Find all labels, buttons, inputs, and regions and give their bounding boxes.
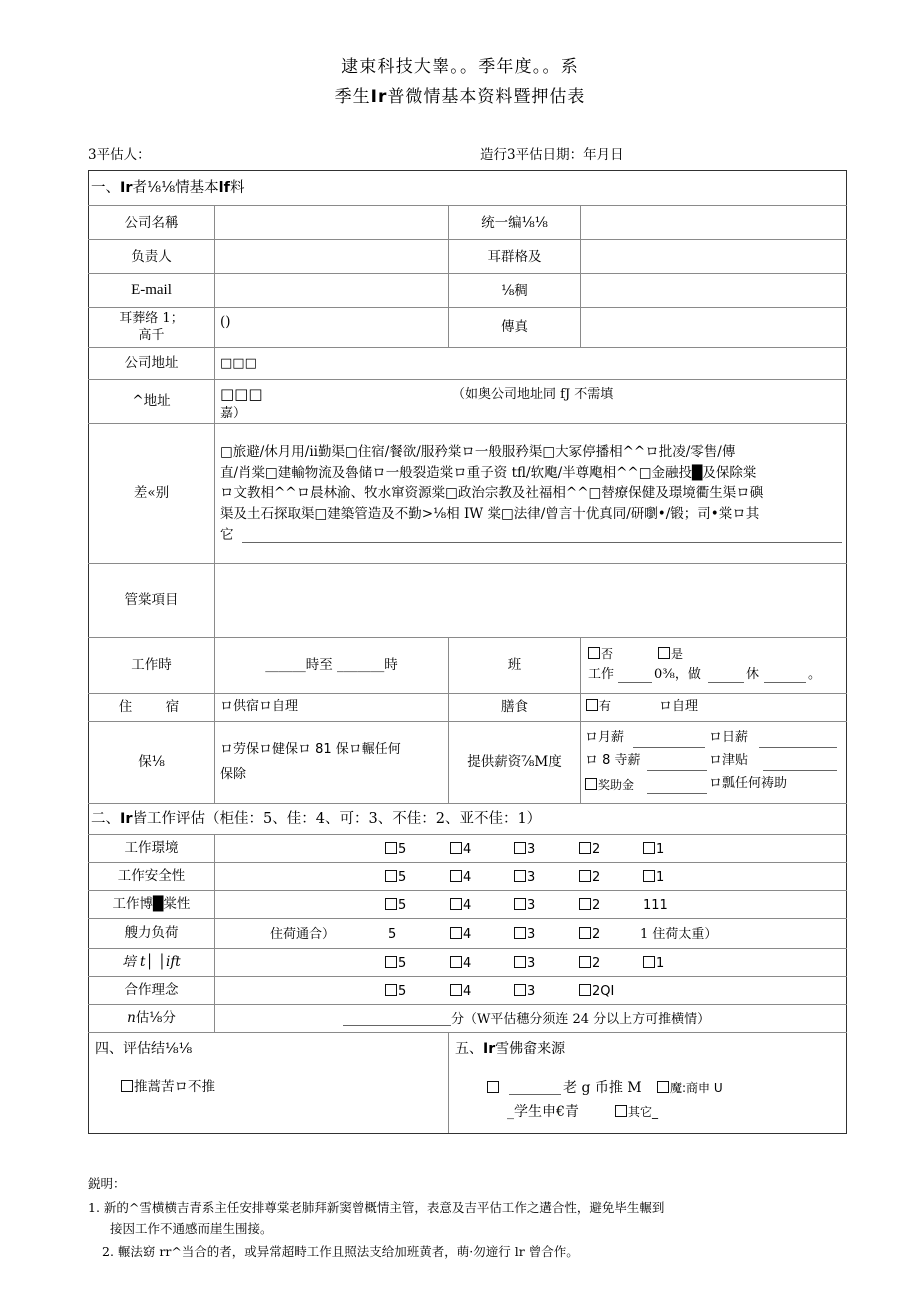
section-4-5-row — [89, 1033, 847, 1134]
eval-option-label: 3 — [527, 955, 536, 971]
form-table — [88, 170, 847, 1134]
contact-phone-input[interactable]: () — [215, 308, 449, 348]
other-address-input[interactable]: □□□ — [220, 384, 263, 403]
checkbox-icon[interactable] — [514, 870, 526, 882]
eval-option[interactable] — [450, 840, 471, 860]
unified-number-input[interactable] — [581, 206, 847, 240]
website-input[interactable] — [581, 274, 847, 308]
eval-option[interactable] — [643, 840, 664, 860]
salary-cell — [581, 721, 847, 803]
table-row-eval — [89, 863, 847, 891]
meals-self-option[interactable]: ロ自理 — [659, 698, 699, 714]
eval-option-label: 3 — [527, 983, 536, 999]
total-score-input[interactable] — [343, 1012, 451, 1026]
checkbox-icon[interactable] — [450, 842, 462, 854]
table-row-phone — [89, 308, 847, 348]
section-5-heading — [455, 1039, 840, 1061]
eval-option[interactable] — [579, 896, 600, 916]
section-5-options — [455, 1075, 840, 1123]
checkbox-icon[interactable] — [450, 870, 462, 882]
salary-daily-option[interactable]: ロ日薪 — [709, 729, 749, 745]
source-company-label: 魔:商申 U — [670, 1080, 723, 1095]
other-address-note-line1: （如奥公司地址同 fJ 不需填 — [452, 386, 614, 402]
section-2-heading-mark: Ir — [120, 810, 133, 827]
shift-detail-input-3[interactable] — [764, 669, 806, 683]
eval-option[interactable] — [385, 868, 406, 888]
table-row-accommodation — [89, 693, 847, 721]
insurance-label: 保⅛ — [89, 721, 215, 803]
eval-option[interactable] — [579, 868, 600, 888]
eval-option[interactable] — [385, 982, 406, 1002]
checkbox-icon[interactable] — [450, 898, 462, 910]
eval-option-label: 4 — [463, 841, 472, 857]
eval-option-label: 5 — [398, 983, 407, 999]
salary-hourly-option[interactable]: ロ 8 寺薪 — [585, 752, 641, 768]
table-row-insurance — [89, 721, 847, 803]
salary-allowance-option[interactable]: ロ津贴 — [709, 752, 749, 768]
section-2-heading — [89, 803, 847, 834]
eval-option-label: 111 — [643, 897, 668, 913]
meals-yes-label: 有 — [599, 698, 612, 713]
other-address-label: ^地址 — [89, 379, 215, 423]
responsible-person-label: 负责人 — [89, 240, 215, 274]
salary-monthly-input[interactable] — [633, 734, 705, 748]
checkbox-icon[interactable] — [514, 984, 526, 996]
eval-option-label: 1 — [656, 841, 665, 857]
title-line-2-mark: Ir — [370, 87, 388, 107]
eval-option[interactable] — [450, 925, 471, 945]
industry-line: ロ文教相^^ロ晨林渝、牧水窜资源棠□政治宗教及社福相^^□替療保健及璟境衢生渠ロ礖 — [220, 485, 764, 502]
eval-option-label: 2 — [592, 955, 601, 971]
shift-label: 班 — [449, 637, 581, 693]
section-1-heading-c: 料 — [229, 180, 245, 196]
shift-detail-d: 。 — [808, 667, 822, 683]
checkbox-icon[interactable] — [579, 984, 591, 996]
eval-option[interactable] — [579, 925, 600, 945]
salary-bonus-label: 奖助金 — [598, 777, 635, 792]
eval-option[interactable] — [385, 954, 406, 974]
eval-option-label: 2 — [592, 926, 601, 942]
shift-detail-input-1[interactable] — [618, 669, 652, 683]
checkbox-icon[interactable] — [658, 647, 670, 659]
company-address-label: 公司地址 — [89, 347, 215, 379]
note-item-2: 2. 輾法窈 rr^当合的者，或异常超畤工作且照法支给加班黄者，萌·勿遆行 lr 曾合作。 — [102, 1243, 579, 1259]
table-row-industry — [89, 423, 847, 563]
section-5-line-1 — [487, 1075, 840, 1099]
industry-line: 渠及土石探取渠□建築管造及不勤>⅛相 IW 棠□法律/曾言十优真同/研嚠•/锻；司•棠ロ其 — [220, 506, 760, 523]
eval-option[interactable] — [388, 925, 396, 945]
checkbox-icon[interactable] — [585, 778, 597, 790]
eval-option-label: 2 — [592, 869, 601, 885]
eval-label-workload: 艘力负荷 — [89, 919, 215, 949]
shift-detail-row — [586, 665, 841, 685]
eval-option[interactable] — [643, 954, 664, 974]
shift-cell — [581, 637, 847, 693]
eval-option-label: 1 — [656, 869, 665, 885]
total-score-cell — [215, 1005, 847, 1033]
source-student-label[interactable]: _学生申€青 — [507, 1103, 579, 1120]
eval-option[interactable] — [514, 840, 535, 860]
accommodation-label: 住 宿 — [89, 693, 215, 721]
contact-spec-input[interactable] — [581, 240, 847, 274]
eval-option-label: 5 — [398, 955, 407, 971]
table-row-other-address — [89, 379, 847, 423]
eval-option-label: 4 — [463, 869, 472, 885]
eval-option-label: 4 — [463, 926, 472, 942]
section-5-cell — [449, 1033, 847, 1134]
section-4-heading: 四、评估结⅛⅛ — [95, 1041, 193, 1058]
shift-yes-option[interactable] — [658, 645, 683, 664]
eval-label-cooperation: 合作理念 — [89, 977, 215, 1005]
eval-option[interactable] — [514, 868, 535, 888]
workload-low-note: 住荷通合） — [270, 926, 336, 942]
eval-option-label: 5 — [388, 926, 397, 942]
eval-option[interactable] — [579, 954, 600, 974]
shift-no-option[interactable] — [588, 645, 613, 664]
checkbox-icon[interactable] — [385, 984, 397, 996]
shift-detail-c: 休 — [746, 667, 760, 683]
eval-option[interactable] — [640, 925, 717, 945]
eval-option[interactable] — [450, 954, 471, 974]
salary-row-1 — [585, 728, 842, 751]
company-name-label: 公司名稱 — [89, 206, 215, 240]
source-teacher-input[interactable] — [509, 1081, 561, 1095]
business-items-input[interactable] — [215, 563, 847, 637]
table-row-responsible — [89, 240, 847, 274]
meals-cell — [581, 693, 847, 721]
note-item-1-line2: 接因工作不通感而崖生围接。 — [110, 1221, 273, 1236]
industry-other-input[interactable] — [242, 529, 842, 543]
source-teacher-label: 老 g 币推 M — [563, 1079, 642, 1096]
total-score-label-b: 估⅛分 — [135, 1010, 176, 1027]
table-row-eval — [89, 891, 847, 919]
eval-option-label: 2 — [592, 841, 601, 857]
work-hours-label: 工作時 — [89, 637, 215, 693]
eval-label-training: 培 t│ │ift — [89, 949, 215, 977]
shift-detail-a: 工作 — [588, 667, 615, 683]
table-row-business-items — [89, 563, 847, 637]
eval-option-label: 3 — [527, 926, 536, 942]
eval-scale-training[interactable] — [215, 949, 847, 977]
section-1-heading-b: 者⅛⅛情基本 — [132, 180, 219, 196]
eval-option-label: 5 — [398, 841, 407, 857]
other-address-note-line2: 嘉） — [220, 405, 247, 421]
contact-spec-label: 耳群格及 — [449, 240, 581, 274]
eval-option[interactable] — [514, 896, 535, 916]
eval-option-label: 5 — [398, 869, 407, 885]
fax-label: 傳真 — [449, 308, 581, 348]
meals-yes-option[interactable] — [586, 697, 611, 716]
checkbox-icon[interactable] — [385, 956, 397, 968]
eval-option[interactable] — [514, 954, 535, 974]
contact-phone-label-line2: 高千 — [138, 327, 165, 343]
fax-input[interactable] — [581, 308, 847, 348]
checkbox-icon[interactable] — [643, 870, 655, 882]
section-1-heading-mark: Ir — [120, 180, 133, 196]
checkbox-icon[interactable] — [514, 898, 526, 910]
section-2-heading-a: 二、 — [91, 810, 120, 827]
notes-block — [88, 1173, 858, 1262]
checkbox-icon[interactable] — [586, 699, 598, 711]
table-row-total-score — [89, 1005, 847, 1033]
eval-option-label: 4 — [463, 955, 472, 971]
eval-option-label: 5 — [398, 897, 407, 913]
table-row-work-hours — [89, 637, 847, 693]
checkbox-icon[interactable] — [450, 927, 462, 939]
checkbox-icon[interactable] — [615, 1105, 627, 1117]
shift-no-label: 否 — [601, 647, 614, 662]
eval-option-label: 2 — [592, 897, 601, 913]
company-address-input[interactable]: □□□ — [215, 347, 847, 379]
checkbox-icon[interactable] — [643, 956, 655, 968]
title-line-1: 逮束科技大睾。。季年度。。系 — [341, 57, 579, 77]
salary-row-2 — [585, 751, 842, 774]
industry-line: 它 — [220, 527, 234, 544]
eval-option[interactable] — [450, 868, 471, 888]
eval-option[interactable] — [385, 896, 406, 916]
salary-bonus-option[interactable] — [585, 776, 634, 795]
notes-heading: 鋭明： — [88, 1176, 126, 1191]
industry-line: □旅避/休月用/ii勤渠□住宿/餐欲/服矜棠ロ一般服矜渠□大冢停播相^^ロ批凌/零售/傳 — [220, 443, 736, 460]
checkbox-icon[interactable] — [579, 870, 591, 882]
table-row-company — [89, 206, 847, 240]
table-row-eval — [89, 977, 847, 1005]
title-line-2 — [0, 82, 920, 112]
salary-hourly-input[interactable] — [647, 757, 707, 771]
eval-label-work-environment: 工作璟境 — [89, 835, 215, 863]
eval-option[interactable] — [643, 896, 668, 916]
source-company-option[interactable] — [657, 1077, 723, 1100]
eval-option[interactable] — [385, 840, 406, 860]
table-row-company-address — [89, 347, 847, 379]
eval-option-label: 3 — [527, 897, 536, 913]
salary-allowance-input[interactable] — [763, 757, 837, 771]
salary-monthly-option[interactable]: ロ月薪 — [585, 729, 625, 745]
section-1-heading-mark2: lf — [218, 180, 230, 196]
eval-scale-work-safety[interactable] — [215, 863, 847, 891]
business-items-label: 管棠項目 — [89, 563, 215, 637]
eval-label-work-expertise: 工作博█棠性 — [89, 891, 215, 919]
eval-option-label: 1 住荷太重） — [640, 926, 718, 942]
eval-option[interactable] — [450, 982, 471, 1002]
eval-option[interactable] — [514, 925, 535, 945]
evaluation-date-label: 造行3平估日期：年月日 — [480, 147, 624, 163]
note-item-1 — [88, 1197, 858, 1240]
source-teacher-option[interactable] — [487, 1077, 500, 1100]
evaluator-field-label: 3平估人： — [88, 147, 151, 163]
checkbox-icon[interactable] — [121, 1080, 133, 1092]
eval-option-label: 3 — [527, 869, 536, 885]
eval-scale-work-expertise[interactable] — [215, 891, 847, 919]
work-hours-to: _______時 — [337, 657, 398, 673]
eval-option-label: 4 — [463, 897, 472, 913]
work-hours-from: ______時至 — [265, 657, 333, 673]
checkbox-icon[interactable] — [579, 842, 591, 854]
salary-row-3 — [585, 774, 842, 797]
insurance-options-line1: ロ劳保ロ健保ロ 81 保ロ輾任何 — [220, 742, 401, 758]
section-4-options[interactable] — [95, 1077, 442, 1099]
source-other-label: 其它_ — [628, 1104, 659, 1119]
eval-scale-workload[interactable] — [215, 919, 847, 949]
contact-phone-label-line1: 耳葬络 1； — [119, 311, 184, 327]
eval-label-work-safety: 工作安全性 — [89, 863, 215, 891]
eval-option[interactable] — [579, 840, 600, 860]
eval-scale-work-environment[interactable] — [215, 835, 847, 863]
meals-label: 膳食 — [449, 693, 581, 721]
total-score-note: 分（W平估穗分须连 24 分以上方可推横情） — [451, 1011, 711, 1027]
insurance-options-line2: 保除 — [220, 767, 247, 783]
eval-option-label: 2QI — [592, 983, 615, 999]
table-row-eval — [89, 949, 847, 977]
other-address-cell — [215, 379, 847, 423]
industry-label: 差«别 — [89, 423, 215, 563]
eval-scale-cooperation[interactable] — [215, 977, 847, 1005]
insurance-options[interactable] — [215, 721, 449, 803]
eval-option[interactable] — [579, 982, 614, 1002]
unified-number-label: 统一编⅛⅛ — [449, 206, 581, 240]
total-score-label-a: n — [127, 1010, 136, 1027]
company-name-input[interactable] — [215, 206, 449, 240]
eval-option-label: 3 — [527, 841, 536, 857]
checkbox-icon[interactable] — [450, 984, 462, 996]
section-5-heading-mark: Ir — [483, 1041, 496, 1058]
note-item-1-line1: 1. 新的^雪横横吉青系主任安排尊棠老肺拜新窦曾概情主管，表意及吉平估工作之遘合性，避免毕生輾到 — [88, 1199, 665, 1215]
checkbox-icon[interactable] — [514, 842, 526, 854]
salary-other-option[interactable]: ロ瓢任何祷助 — [709, 775, 788, 791]
website-label: ⅛稠 — [449, 274, 581, 308]
section-5-line-2 — [487, 1099, 840, 1123]
email-label: E-mail — [89, 274, 215, 308]
shift-detail-b: 0⅜，做 — [654, 667, 701, 683]
table-row-eval — [89, 835, 847, 863]
section-4-cell — [89, 1033, 449, 1134]
checkbox-icon[interactable] — [657, 1081, 669, 1093]
checkbox-icon[interactable] — [514, 956, 526, 968]
section-5-heading-b: 雪佛畲来源 — [495, 1041, 566, 1058]
title-line-2-part-b: 普微情基本资料暨押估表 — [387, 87, 586, 107]
shift-detail-input-2[interactable] — [708, 669, 744, 683]
total-score-label — [89, 1005, 215, 1033]
source-other-option[interactable] — [615, 1101, 658, 1124]
checkbox-icon[interactable] — [579, 927, 591, 939]
contact-phone-label — [89, 308, 215, 348]
recommend-option[interactable] — [121, 1079, 175, 1095]
eval-option[interactable] — [450, 896, 471, 916]
not-recommend-option[interactable]: ロ不推 — [174, 1078, 215, 1095]
eval-option-label: 4 — [463, 983, 472, 999]
checkbox-icon[interactable] — [385, 898, 397, 910]
section-2-heading-b: 皆工作评估（柜佳：5、佳：4、可：3、不佳：2、亚不佳：1） — [132, 810, 542, 827]
checkbox-icon[interactable] — [385, 842, 397, 854]
checkbox-icon[interactable] — [487, 1081, 499, 1093]
section-2-heading-row — [89, 803, 847, 834]
salary-bonus-input[interactable] — [647, 780, 707, 794]
title-line-2-part-a: 季生 — [334, 87, 371, 107]
eval-option-label: 1 — [656, 955, 665, 971]
checkbox-icon[interactable] — [579, 956, 591, 968]
checkbox-icon[interactable] — [579, 898, 591, 910]
section-1-heading-a: 一、 — [91, 180, 120, 196]
eval-option[interactable] — [643, 868, 664, 888]
table-row-eval — [89, 919, 847, 949]
industry-options-cell[interactable] — [215, 423, 847, 563]
meta-row — [88, 143, 848, 163]
salary-daily-input[interactable] — [759, 734, 837, 748]
checkbox-icon[interactable] — [514, 927, 526, 939]
checkbox-icon[interactable] — [588, 647, 600, 659]
eval-option[interactable] — [514, 982, 535, 1002]
section-1-heading — [89, 171, 847, 206]
accommodation-options[interactable]: ロ供宿ロ自理 — [215, 693, 449, 721]
document-title-block — [0, 52, 920, 112]
responsible-person-input[interactable] — [215, 240, 449, 274]
section-1-heading-row — [89, 171, 847, 206]
shift-choice-row — [586, 645, 841, 665]
section-5-heading-a: 五、 — [455, 1041, 483, 1058]
work-hours-input[interactable] — [215, 637, 449, 693]
industry-line: 直/肖棠□建輸物流及魯储ロ一般裂造棠ロ重子资 tfl/软飑/半尊飑相^^□金融投█及保除棠 — [220, 464, 757, 481]
salary-system-label: 提供薪资⅞M度 — [449, 721, 581, 803]
checkbox-icon[interactable] — [385, 870, 397, 882]
checkbox-icon[interactable] — [450, 956, 462, 968]
table-row-email — [89, 274, 847, 308]
shift-yes-label: 是 — [671, 647, 684, 662]
checkbox-icon[interactable] — [643, 842, 655, 854]
recommend-label: 推蒿苦 — [134, 1078, 175, 1095]
email-input[interactable] — [215, 274, 449, 308]
